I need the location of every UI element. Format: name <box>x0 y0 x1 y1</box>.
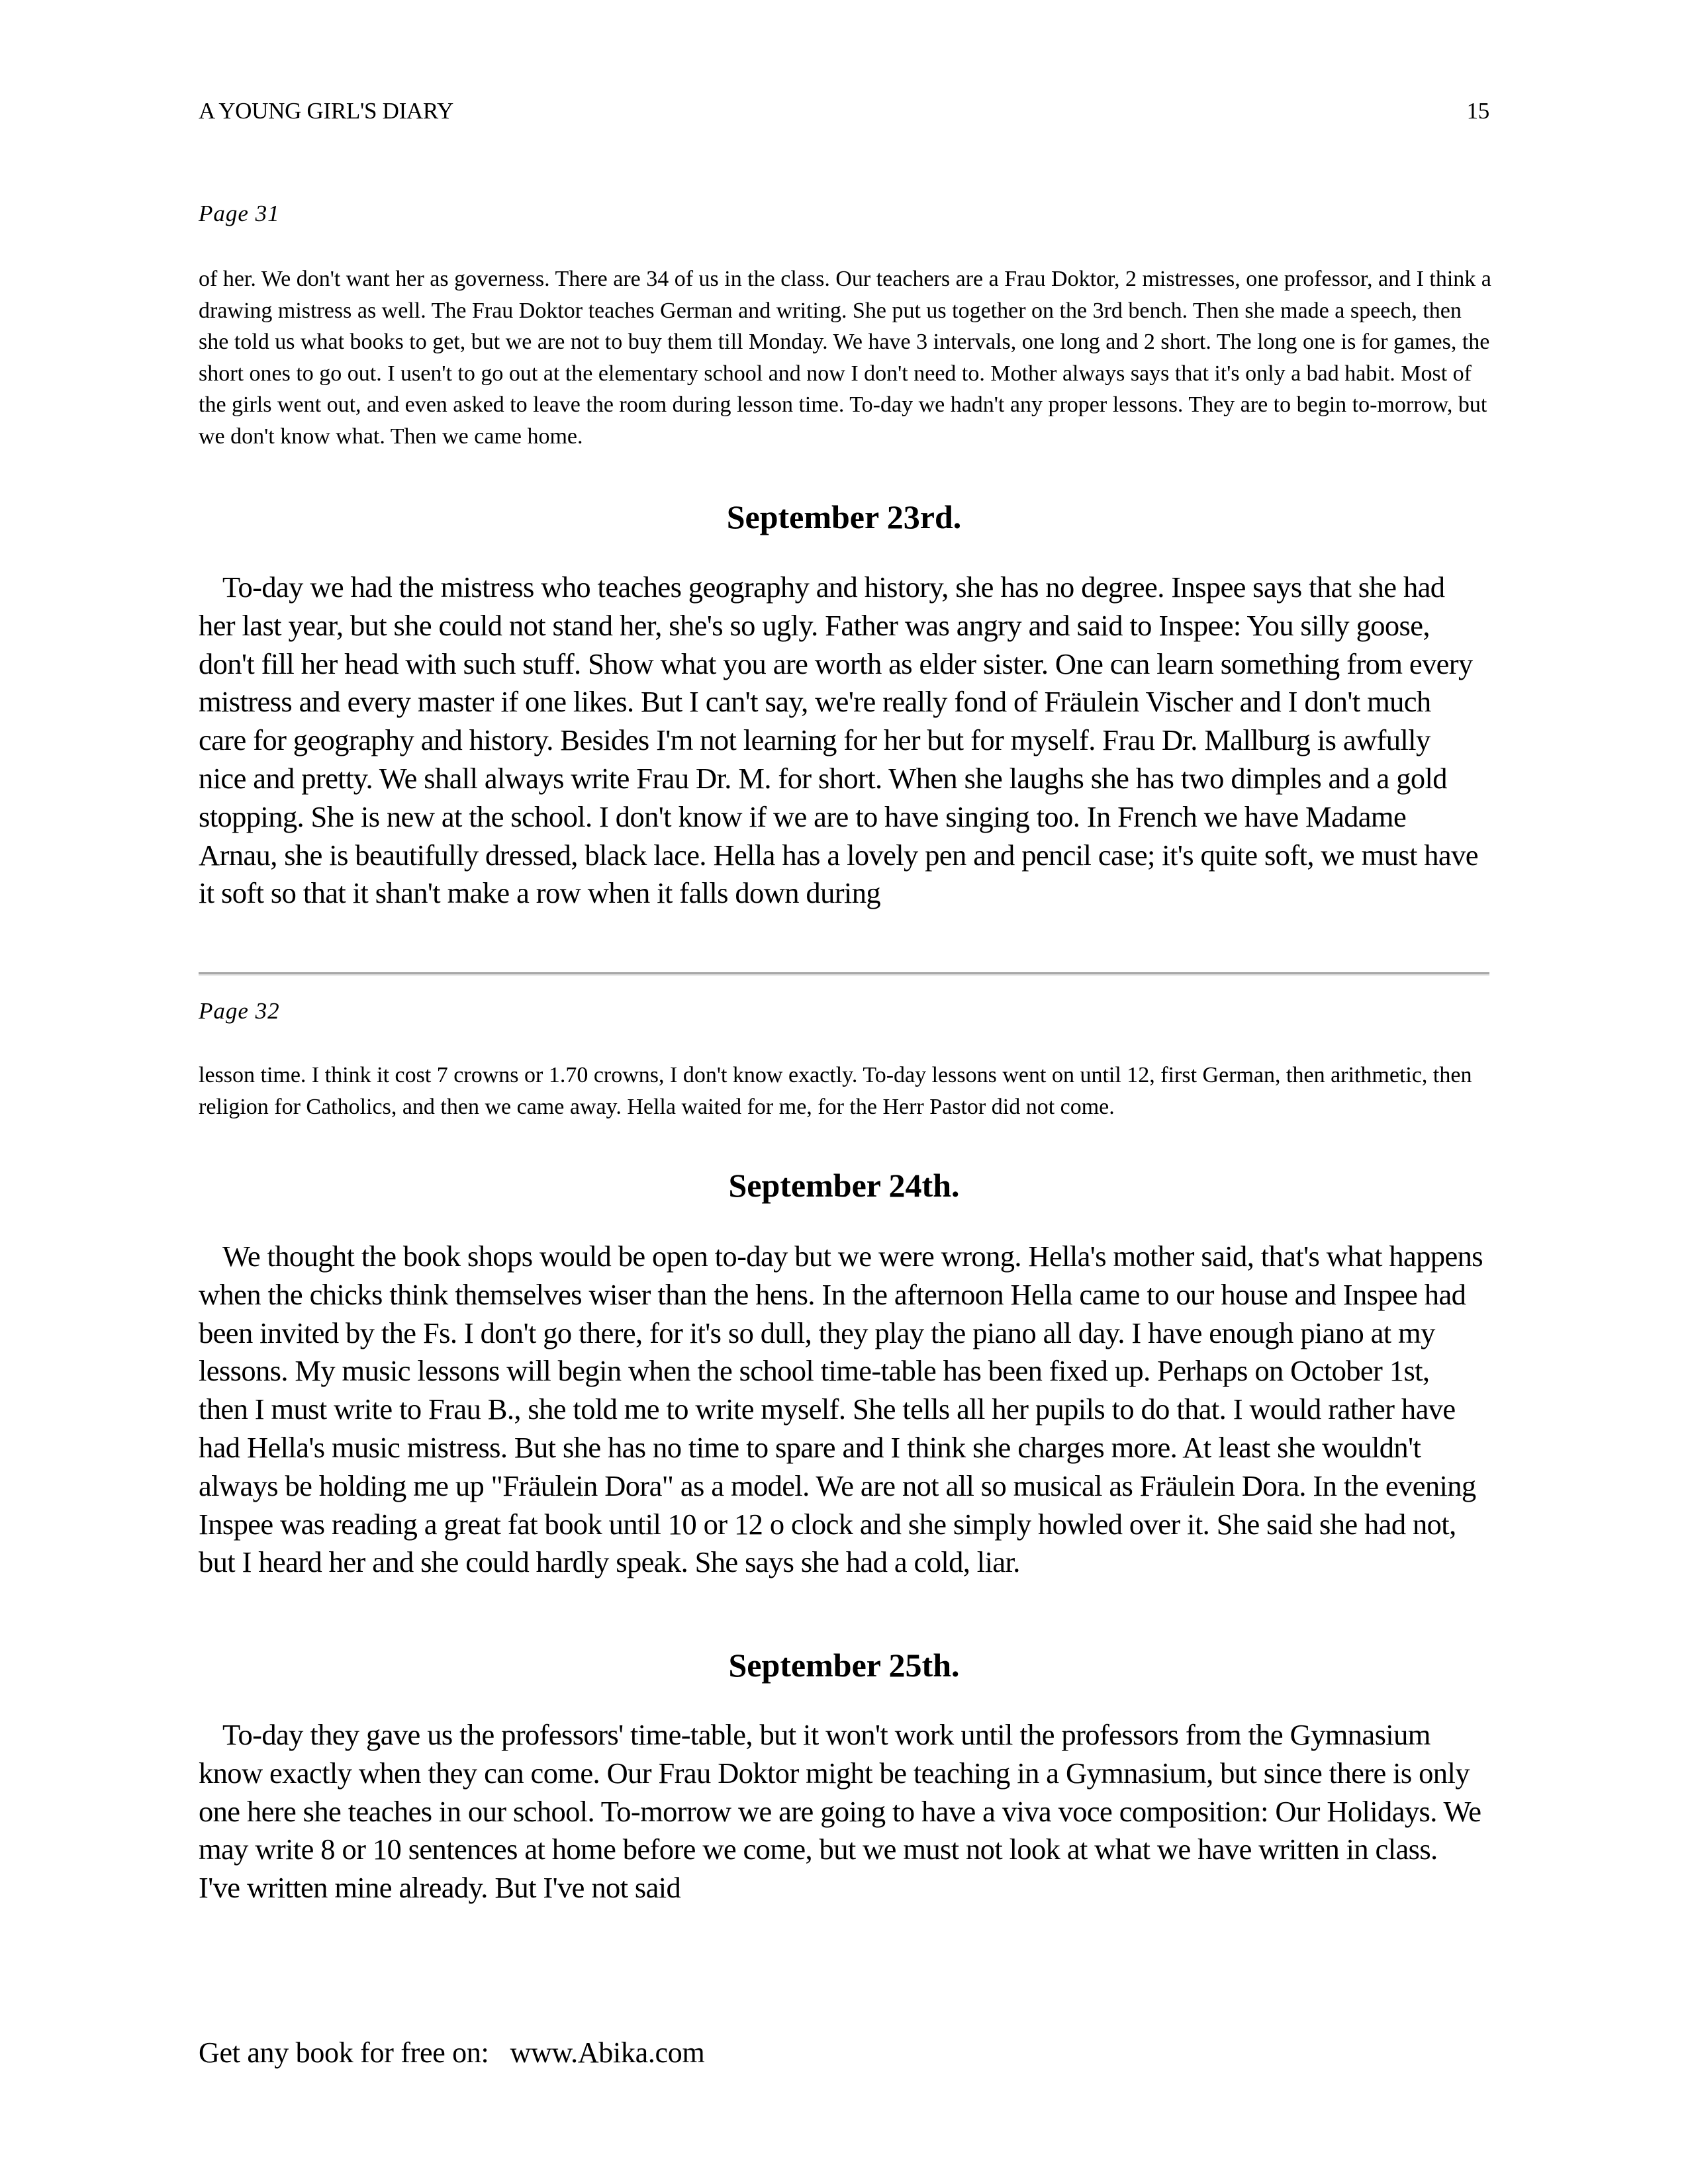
entry-text-september-23rd-content: To-day we had the mistress who teaches geography and history, she has no degree. Inspee says that she had her last year, but she could not stand her, she's so ugly. Father was angry and said to Inspee: You silly goose, don't fill her head with such stuff. Show what you are worth as elder sister. One can learn something from every mistress and every master if one likes. But I can't say, we're really fond of Fräulein Vischer and I don't much care for geography and history. Besides I'm not learning for her but for myself. Frau Dr. Mallburg is awfully nice and pretty. We shall always write Frau Dr. M. for short. When she laughs she has two dimples and a gold stopping. She is new at the school. I don't know if we are to have singing too. In French we have Madame Arnau, she is beautifully dressed, black lace. Hella has a lovely pen and pencil case; it's quite soft, we must have it soft so that it shan't make a row when it falls down during <box>199 570 1478 910</box>
page-31-continuation-text: of her. We don't want her as governess. There are 34 of us in the class. Our teachers are a Frau Doktor, 2 mistresses, one professor, and I think a drawing mistress as well. The Frau Doktor teaches German and writing. She put us together on the 3rd bench. Then she made a speech, then she told us what books to get, but we are not to buy them till Monday. We have 3 intervals, one long and 2 short. The long one is for games, the short ones to go out. I usen't to go out at the elementary school and now I don't need to. Mother always says that it's only a bad habit. Most of the girls went out, and even asked to leave the room during lesson time. To-day we hadn't any proper lessons. They are to begin to-morrow, but we don't know what. Then we came home. <box>199 267 1491 449</box>
page-32-continuation-text: lesson time. I think it cost 7 crowns or 1.70 crowns, I don't know exactly. To-day lessons went on until 12, first German, then arithmetic, then religion for Catholics, and then we came away. Hella waited for me, for the Herr Pastor did not come. <box>199 1063 1472 1119</box>
entry-heading-september-24th: September 24th. <box>728 1167 960 1204</box>
entry-text-september-24th <box>199 1238 1483 1582</box>
footer-promo-text: Get any book for free on: www.Abika.com <box>199 2036 705 2069</box>
entry-heading-september-23rd: September 23rd. <box>726 498 962 535</box>
page-31-label: Page 31 <box>199 201 280 226</box>
entry-text-september-25th-content: To-day they gave us the professors' time-table, but it won't work until the professors from the Gymnasium know exactly when they can come. Our Frau Doktor might be teaching in a Gymnasium, but since there is only one here she teaches in our school. To-morrow we are going to have a viva voce composition: Our Holidays. We may write 8 or 10 sentences at home before we come, but we must not look at what we have written in class. I've written mine already. But I've not said <box>199 1718 1481 1905</box>
running-header <box>199 98 1489 131</box>
page-separator <box>199 972 1489 976</box>
entry-text-september-24th-content: We thought the book shops would be open to-day but we were wrong. Hella's mother said, that's what happens when the chicks think themselves wiser than the hens. In the afternoon Hella came to our house and Inspee had been invited by the Fs. I don't go there, for it's so dull, they play the piano all day. I have enough piano at my lessons. My music lessons will begin when the school time-table has been fixed up. Perhaps on October 1st, then I must write to Frau B., she told me to write myself. She tells all her pupils to do that. I would rather have had Hella's music mistress. But she has no time to spare and I think she charges more. At least she wouldn't always be holding me up "Fräulein Dora" as a model. We are not all so musical as Fräulein Dora. In the evening Inspee was reading a great fat book until 10 or 12 o clock and she simply howled over it. She said she had not, but I heard her and she could hardly speak. She says she had a cold, liar. <box>199 1240 1483 1579</box>
entry-text-september-25th <box>199 1716 1483 1907</box>
book-title: A YOUNG GIRL'S DIARY <box>199 98 453 124</box>
entry-heading-september-25th: September 25th. <box>728 1647 960 1684</box>
page-number: 15 <box>1466 98 1489 124</box>
page-32-label: Page 32 <box>199 998 280 1024</box>
entry-text-september-23rd <box>199 569 1483 913</box>
